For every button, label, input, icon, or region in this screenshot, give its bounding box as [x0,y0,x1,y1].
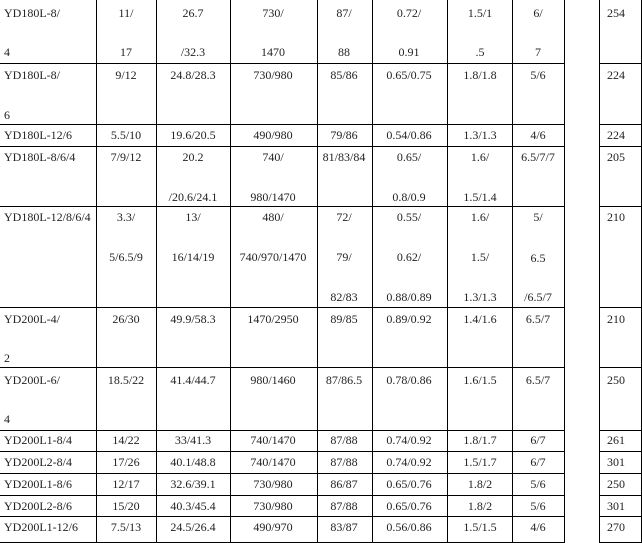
weight-text: 205 [607,150,625,164]
power-factor-text: 0.55/ [396,210,422,224]
weight-text: 210 [607,312,625,326]
power-text: 9/12 [115,68,137,82]
efficiency-text: 79/86 [330,128,358,142]
weight-text: 301 [607,499,625,513]
model-text: YD200L-6/ [4,373,60,387]
efficiency-text: 81/83/84 [322,150,366,164]
efficiency-text: 79/ [336,250,352,264]
starting-current-text: 1.8/2 [467,477,493,491]
power-factor-text: 0.74/0.92 [386,455,432,469]
current-text: 26.7 [182,6,204,20]
power-text: 26/30 [112,312,140,326]
speed-text: 480/ [262,210,284,224]
efficiency-text: 87/86.5 [325,373,363,387]
model-text: YD200L2-8/6 [4,499,72,513]
efficiency-text: 83/87 [330,520,358,534]
weight-text: 210 [607,210,625,224]
model-text: YD200L1-8/4 [4,433,72,447]
model-text: 4 [4,45,10,59]
torque-ratio-text: 6.5/7 [525,373,551,387]
power-factor-text: 0.88/0.89 [386,290,432,304]
speed-text: 740/1470 [250,455,296,469]
torque-ratio-text: 6.5/7 [525,312,551,326]
torque-ratio-text: 5/ [533,210,543,224]
torque-ratio-text: 6/7 [530,433,546,447]
starting-current-text: 1.3/1.3 [463,290,497,304]
starting-current-text: .5 [475,45,485,59]
starting-current-text: 1.5/1 [467,6,493,20]
starting-current-text: 1.8/1.8 [463,68,497,82]
power-factor-text: 0.65/0.75 [386,68,432,82]
power-text: 11/ [118,6,134,20]
speed-text: 490/980 [253,128,293,142]
current-text: 24.5/26.4 [170,520,216,534]
power-factor-text: 0.74/0.92 [386,433,432,447]
power-factor-text: 0.8/0.9 [392,190,426,204]
model-text: YD180L-12/8/6/4 [4,210,91,224]
model-text: YD200L1-8/6 [4,477,72,491]
efficiency-text: 87/88 [330,433,358,447]
torque-ratio-text: /6.5/7 [524,290,552,304]
current-text: 32.6/39.1 [170,477,216,491]
current-text: 24.8/28.3 [170,68,216,82]
efficiency-text: 88 [338,45,350,59]
model-text: YD180L-12/6 [4,128,72,142]
weight-text: 301 [607,455,625,469]
model-text: 2 [4,351,10,365]
starting-current-text: 1.5/1.4 [463,190,497,204]
power-text: 3.3/ [116,210,136,224]
speed-text: 730/980 [253,499,293,513]
starting-current-text: 1.3/1.3 [463,128,497,142]
torque-ratio-text: 6.5 [530,251,546,265]
weight-text: 224 [607,68,625,82]
power-text: 5/6.5/9 [109,250,143,264]
model-text: YD180L-8/ [4,68,60,82]
starting-current-text: 1.8/2 [467,499,493,513]
torque-ratio-text: 5/6 [530,68,546,82]
power-factor-text: 0.54/0.86 [386,128,432,142]
speed-text: 1470 [261,45,285,59]
starting-current-text: 1.5/1.5 [463,520,497,534]
power-text: 7.5/13 [110,520,142,534]
starting-current-text: 1.6/1.5 [463,373,497,387]
power-factor-text: 0.89/0.92 [386,312,432,326]
model-text: 6 [4,108,10,122]
efficiency-text: 86/87 [330,477,358,491]
power-factor-text: 0.91 [398,45,420,59]
power-factor-text: 0.72/ [396,6,422,20]
torque-ratio-text: 7 [535,45,541,59]
starting-current-text: 1.6/ [470,210,490,224]
power-text: 5.5/10 [110,128,142,142]
speed-text: 980/1470 [250,190,296,204]
speed-text: 740/ [262,150,284,164]
power-factor-text: 0.56/0.86 [386,520,432,534]
weight-text: 261 [607,433,625,447]
model-text: YD200L-4/ [4,312,60,326]
weight-text: 224 [607,128,625,142]
current-text: 13/ [185,210,201,224]
current-text: 20.2 [182,150,204,164]
current-text: /32.3 [180,45,206,59]
efficiency-text: 85/86 [330,68,358,82]
weight-text: 270 [607,520,625,534]
speed-text: 730/980 [253,477,293,491]
model-text: YD200L1-12/6 [4,520,78,534]
power-text: 17/26 [112,455,140,469]
torque-ratio-text: 6.5/7/7 [521,150,555,164]
speed-text: 490/970 [253,520,293,534]
power-text: 15/20 [112,499,140,513]
torque-ratio-text: 4/6 [530,520,546,534]
current-text: 33/41.3 [174,433,212,447]
starting-current-text: 1.4/1.6 [463,312,497,326]
torque-ratio-text: 6/ [533,6,543,20]
weight-text: 254 [607,6,625,20]
efficiency-text: 82/83 [330,290,358,304]
torque-ratio-text: 5/6 [530,477,546,491]
power-factor-text: 0.62/ [396,250,422,264]
efficiency-text: 87/88 [330,499,358,513]
efficiency-text: 87/ [336,6,352,20]
power-text: 12/17 [112,477,140,491]
current-text: 19.6/20.5 [170,128,216,142]
weight-text: 250 [607,477,625,491]
starting-current-text: 1.5/ [470,250,490,264]
model-text: YD180L-8/ [4,6,60,20]
torque-ratio-text: 4/6 [530,128,546,142]
torque-ratio-text: 6/7 [530,455,546,469]
power-factor-text: 0.65/0.76 [386,499,432,513]
power-factor-text: 0.65/0.76 [386,477,432,491]
model-text: YD180L-8/6/4 [4,150,76,164]
starting-current-text: 1.8/1.7 [463,433,497,447]
power-factor-text: 0.65/ [396,150,422,164]
model-text: YD200L2-8/4 [4,455,72,469]
efficiency-text: 72/ [336,210,352,224]
power-text: 7/9/12 [110,150,142,164]
current-text: /20.6/24.1 [168,190,218,204]
efficiency-text: 87/88 [330,455,358,469]
speed-text: 980/1460 [250,373,296,387]
speed-text: 730/980 [253,68,293,82]
speed-text: 730/ [262,6,284,20]
speed-text: 740/1470 [250,433,296,447]
model-text: 4 [4,412,10,426]
power-text: 18.5/22 [107,373,145,387]
current-text: 49.9/58.3 [170,312,216,326]
power-text: 17 [120,45,132,59]
starting-current-text: 1.6/ [470,150,490,164]
efficiency-text: 89/85 [330,312,358,326]
weight-text: 250 [607,373,625,387]
current-text: 40.1/48.8 [170,455,216,469]
power-text: 14/22 [112,433,140,447]
current-text: 40.3/45.4 [170,499,216,513]
torque-ratio-text: 5/6 [530,499,546,513]
speed-text: 1470/2950 [247,312,299,326]
starting-current-text: 1.5/1.7 [463,455,497,469]
current-text: 16/14/19 [171,250,215,264]
power-factor-text: 0.78/0.86 [386,373,432,387]
speed-text: 740/970/1470 [239,250,307,264]
current-text: 41.4/44.7 [170,373,216,387]
